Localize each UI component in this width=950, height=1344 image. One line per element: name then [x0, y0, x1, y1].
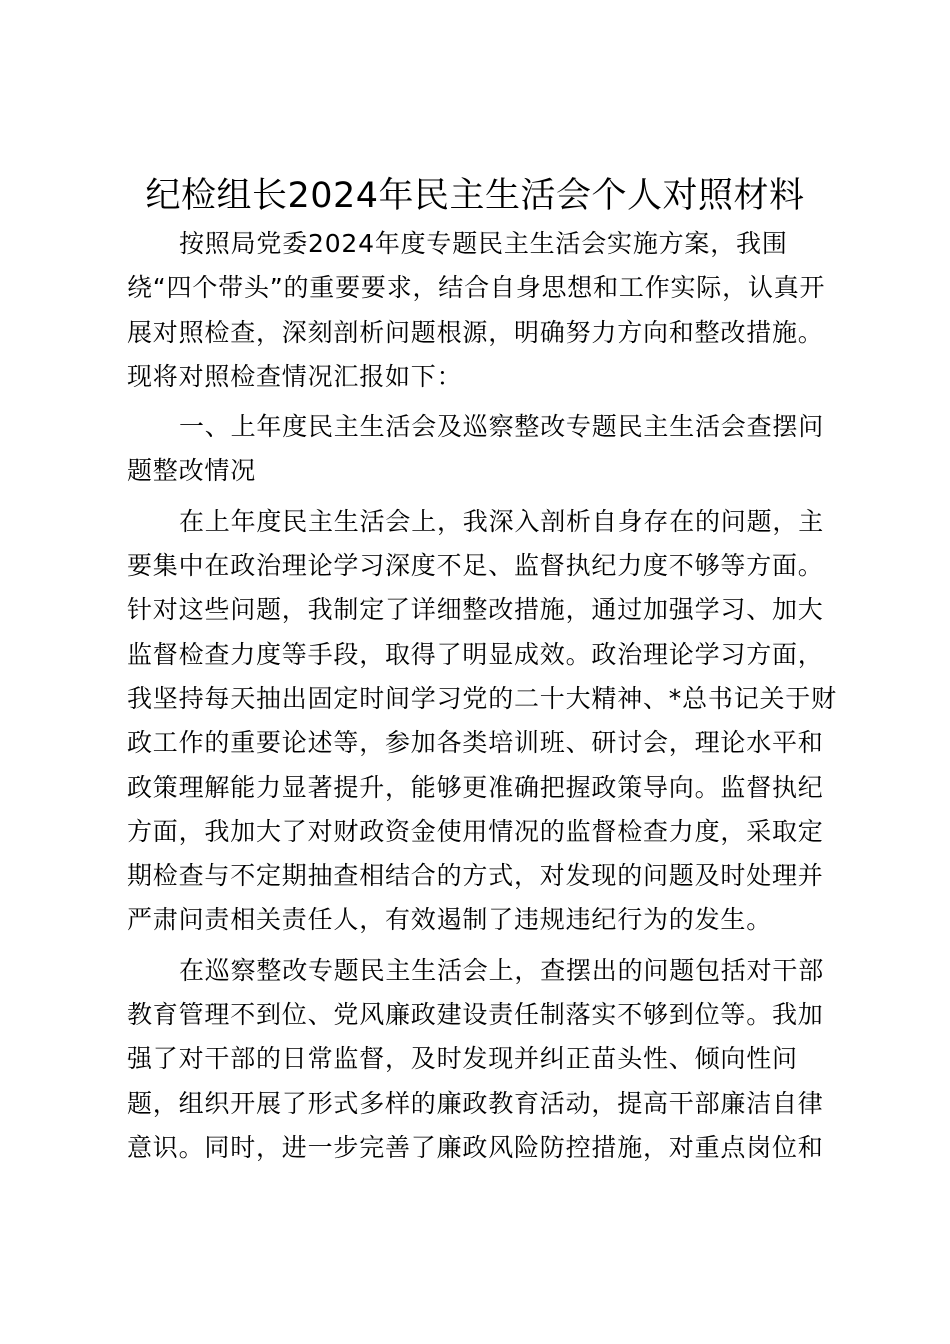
text-line: 按照局党委2024年度专题民主生活会实施方案，我围 — [179, 229, 788, 258]
text-line: 强了对干部的日常监督，及时发现并纠正苗头性、倾向性问 — [127, 1044, 798, 1074]
text-line: 绕“四个带头”的重要要求，结合自身思想和工作实际，认真开 — [127, 273, 826, 303]
text-line: 期检查与不定期抽查相结合的方式，对发现的问题及时处理并 — [127, 861, 824, 891]
document-title: 纪检组长2024年民主生活会个人对照材料 — [145, 176, 805, 216]
text-line: 政工作的重要论述等，参加各类培训班、研讨会，理论水平和 — [127, 728, 824, 758]
text-line: 意识。同时，进一步完善了廉政风险防控措施，对重点岗位和 — [127, 1132, 824, 1162]
section-heading-1 — [127, 405, 827, 494]
document-body — [127, 222, 837, 1176]
text-line: 要集中在政治理论学习深度不足、监督执纪力度不够等方面。 — [127, 551, 824, 581]
text-line: 在上年度民主生活会上，我深入剖析自身存在的问题，主 — [179, 506, 825, 536]
text-line: 政策理解能力显著提升，能够更准确把握政策导向。监督执纪 — [127, 772, 824, 802]
text-line: 严肃问责相关责任人，有效遏制了违规违纪行为的发生。 — [127, 905, 773, 935]
text-line: 我坚持每天抽出固定时间学习党的二十大精神、*总书记关于财 — [127, 683, 837, 713]
text-line: 展对照检查，深刻剖析问题根源，明确努力方向和整改措施。 — [127, 317, 824, 347]
text-line: 题整改情况 — [127, 456, 257, 486]
paragraph-last-year — [127, 500, 837, 943]
paragraph-inspection — [127, 949, 827, 1170]
text-line: 针对这些问题，我制定了详细整改措施，通过加强学习、加大 — [127, 595, 824, 625]
text-line: 题，组织开展了形式多样的廉政教育活动，提高干部廉洁自律 — [127, 1088, 824, 1118]
text-line: 方面，我加大了对财政资金使用情况的监督检查力度，采取定 — [127, 816, 824, 846]
text-line: 一、上年度民主生活会及巡察整改专题民主生活会查摆问 — [179, 412, 825, 442]
text-line: 在巡察整改专题民主生活会上，查摆出的问题包括对干部 — [179, 955, 825, 985]
text-line: 教育管理不到位、党风廉政建设责任制落实不够到位等。我加 — [127, 1000, 824, 1030]
paragraph-intro — [127, 222, 827, 399]
text-line: 监督检查力度等手段，取得了明显成效。政治理论学习方面， — [127, 639, 824, 669]
text-line: 现将对照检查情况汇报如下： — [127, 361, 463, 391]
